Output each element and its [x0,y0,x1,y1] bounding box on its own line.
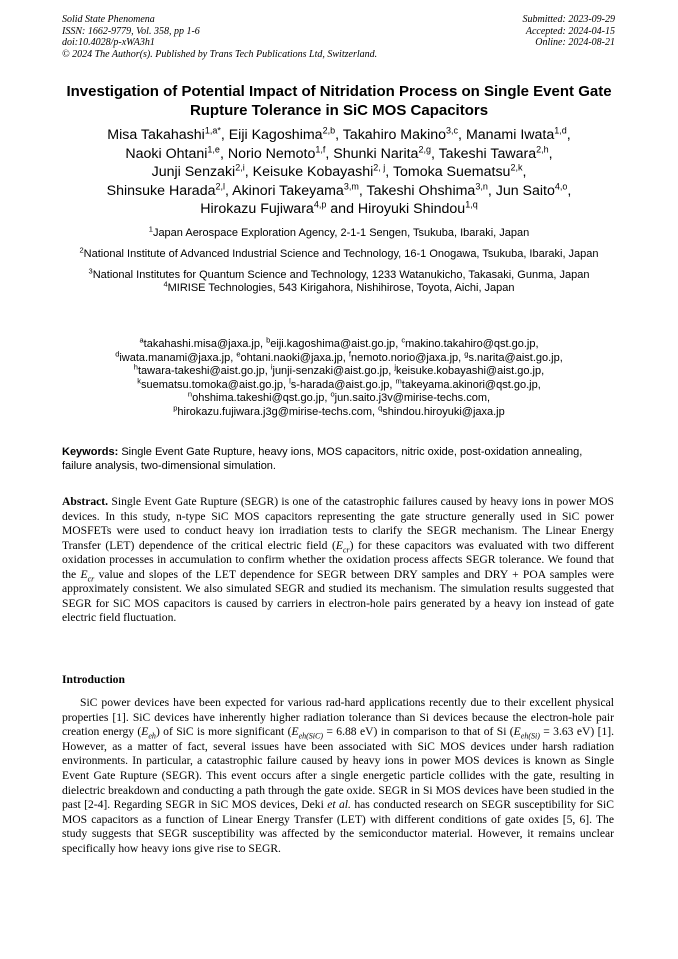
email: $^m$takeyama.akinori@qst.go.jp [395,376,538,391]
affiliation: $^1$Japan Aerospace Exploration Agency, 2-1-1 Sengen, Tsukuba, Ibaraki, Japan [148,224,530,239]
author: Keisuke Kobayashi$^{2, j}$ [252,162,386,180]
author: Takeshi Ohshima$^{3,n}$ [366,180,488,199]
affiliation: $^2$National Institute of Advanced Industrial Science and Technology, 16-1 Onogawa, Tsukuba, Ibaraki, Japan [79,245,599,260]
author: Junji Senzaki$^{2,i}$ [151,162,245,180]
affiliation-list [60,224,618,303]
affiliation: $^3$National Institutes for Quantum Science and Technology, 1233 Watanukicho, Takasaki, Gunma, Japan [88,265,590,281]
author-list: Misa Takahashi$^{1,a*}$, Eiji Kagoshima$^{2,b}$, Takahiro Makino$^{3,c}$, Manami Iwata$^{1,d}$, Naoki Ohtani$^{1,e}$, Norio Nemoto$^{1,f}$, Shunki Narita$^{2,g}$, Takeshi Tawara$^{2,h}$, Junji Senzaki$^{2,i}$, Keisuke Kobayashi$^{2, j}$, Tomoka Suematsu$^{2,k}$, Shinsuke Harada$^{2,l}$, Akinori Takeyama$^{3,m}$, Takeshi Ohshima$^{3,n}$, Jun Saito$^{4,o}$, Hirokazu Fujiwara$^{4,p}$ and Hiroyuki Shindou$^{1,q}$ [106,125,572,217]
author: Jun Saito$^{4,o}$ [495,180,568,199]
publication-dates [523,14,616,49]
journal-issn: ISSN: 1662-9779, Vol. 358, pp 1-6 [62,25,200,37]
email: $^l$s-harada@aist.go.jp [289,376,390,391]
email: $^q$shindou.hiroyuki@jaxa.jp [378,403,505,418]
email: $^n$ohshima.takeshi@qst.go.jp [187,389,325,405]
accepted-date: Accepted: 2024-04-15 [525,25,615,37]
author: Hirokazu Fujiwara$^{4,p}$ [200,199,327,217]
email-list: $^a$takahashi.misa@jaxa.jp, $^b$eiji.kagoshima@aist.go.jp, $^c$makino.takahiro@qst.go.jp, $^d$iwata.manami@jaxa.jp, $^e$ohtani.naoki@jaxa.jp, $^f$nemoto.norio@jaxa.jp, $^g$s.narita@aist.go.jp, $^h$tawara-takeshi@aist.go.jp, $^i$junji-senzaki@aist.go.jp, $^j$keisuke.kobayashi@aist.go.jp, $^k$suematsu.tomoka@aist.go.jp, $^l$s-harada@aist.go.jp, $^m$takeyama.akinori@qst.go.jp, $^n$ohshima.takeshi@qst.go.jp, $^o$jun.saito.j3v@mirise-techs.com, $^p$hirokazu.fujiwara.j3g@mirise-techs.com, $^q$shindou.hiroyuki@jaxa.jp [115,335,563,418]
email: $^k$suematsu.tomoka@aist.go.jp [137,376,283,391]
abstract: Abstract. Single Event Gate Rupture (SEGR) is one of the catastrophic failures caused by heavy ions in power MOS devices. In this study, n-type SiC MOS capacitors representing the gate structure generally used in SiC power MOSFETs were used to conduct heavy ion irradiation tests to clarify the SEGR mechanism. The Linear Energy Transfer (LET) dependence of the critical electric field $(E_{cr})$ for these capacitors was evaluated with two different oxidation processes in accumulation to confirm whether the oxidation process affects SEGR tolerance. We found that the $E_{cr}$ value and slopes of the LET dependence for SEGR between DRY samples and DRY + POA samples were approximately consistent. We also simulated SEGR and studied its mechanism. The simulation results suggested that SEGR for SiC MOS capacitors is caused by carriers in electron-hole pairs generated by a heavy ion instead of gate electric field fluctuation. [62,495,614,624]
email: $^g$s.narita@aist.go.jp [464,348,560,364]
email: $^i$junji-senzaki@aist.go.jp [270,362,389,378]
introduction-paragraph: SiC power devices have been expected for various rad-hard applications recently due to their excellent physical properties [1]. SiC devices have inherently higher radiation tolerance than Si devices because the electron-hole pair creation energy $(E_{eh})$ of SiC is more significant ($E_{eh(SiC)} = 6.88$ eV) in comparison to that of Si ($E_{eh(Si)} = 3.63$ eV) [1]. However, as a matter of fact, several issues have been associated with SiC MOS devices under harsh radiation environments. In particular, a catastrophic failure caused by heavy ions in power MOS devices is known as Single Event Gate Rupture (SEGR). This event occurs after a single energetic particle collides with the gate, resulting in dielectric breakdown and conducting a path through the gate oxide. SEGR in Si MOS devices have been studied in the past [2-4]. Regarding SEGR in SiC MOS devices, Deki et al. has conducted research on SEGR susceptibility for SiC MOS capacitors as a function of Linear Energy Transfer (LET) with different conditions of gate oxides [5, 6]. The study suggests that SEGR susceptibility was affected by the semiconductor material. However, it remains unclear specifically how heavy ions give rise to SEGR. [62,696,615,855]
author: Hiroyuki Shindou$^{1,q}$ [357,199,478,217]
author: Naoki Ohtani$^{1,e}$ [125,143,220,162]
copyright-line: © 2024 The Author(s). Published by Trans Tech Publications Ltd, Switzerland. [62,48,378,60]
submitted-date: Submitted: 2023-09-29 [522,14,615,25]
email: $^a$takahashi.misa@jaxa.jp [139,335,260,350]
keywords [62,445,614,473]
author: Takahiro Makino$^{3,c}$ [342,125,459,143]
email: $^c$makino.takahiro@qst.go.jp [401,335,536,350]
email: $^e$ohtani.naoki@jaxa.jp [236,348,343,364]
author: Shunki Narita$^{2,g}$ [333,143,431,162]
author: Takeshi Tawara$^{2,h}$ [438,143,549,162]
abstract-label: Abstract. [62,495,109,508]
keywords-text: Single Event Gate Rupture, heavy ions, MOS capacitors, nitric oxide, post-oxidation annealing, failure analysis, two-dimensional simulation. [62,446,583,472]
section-heading-introduction: Introduction [62,673,125,686]
journal-info [62,14,377,60]
author: Eiji Kagoshima$^{2,b}$ [228,125,336,143]
author: Norio Nemoto$^{1,f}$ [227,143,326,162]
keywords-label: Keywords: [62,446,119,458]
author: Tomoka Suematsu$^{2,k}$ [392,162,523,180]
author: Misa Takahashi$^{1,a*}$ [107,125,221,143]
affiliation: $^4$MIRISE Technologies, 543 Kirigahora, Nishihirose, Toyota, Aichi, Japan [163,279,515,295]
email: $^p$hirokazu.fujiwara.j3g@mirise-techs.com [173,403,372,418]
journal-name: Solid State Phenomena [62,14,155,25]
email: $^d$iwata.manami@jaxa.jp [115,348,231,364]
email: $^j$keisuke.kobayashi@aist.go.jp [394,362,542,378]
email: $^o$jun.saito.j3v@mirise-techs.com [330,389,488,405]
author: Akinori Takeyama$^{3,m}$ [232,180,359,199]
author: Manami Iwata$^{1,d}$ [465,125,567,143]
author-connector: and [330,201,354,217]
journal-doi: doi:10.4028/p-xWA3h1 [62,37,155,49]
email: $^f$nemoto.norio@jaxa.jp [348,348,459,364]
online-date: Online: 2024-08-21 [535,37,615,49]
email: $^b$eiji.kagoshima@aist.go.jp [266,335,396,350]
paper-title: Investigation of Potential Impact of Nitridation Process on Single Event Gate Rupture Tolerance in SiC MOS Capacitors [66,83,612,119]
author: Shinsuke Harada$^{2,l}$ [106,180,225,199]
email: $^h$tawara-takeshi@aist.go.jp [133,362,265,378]
